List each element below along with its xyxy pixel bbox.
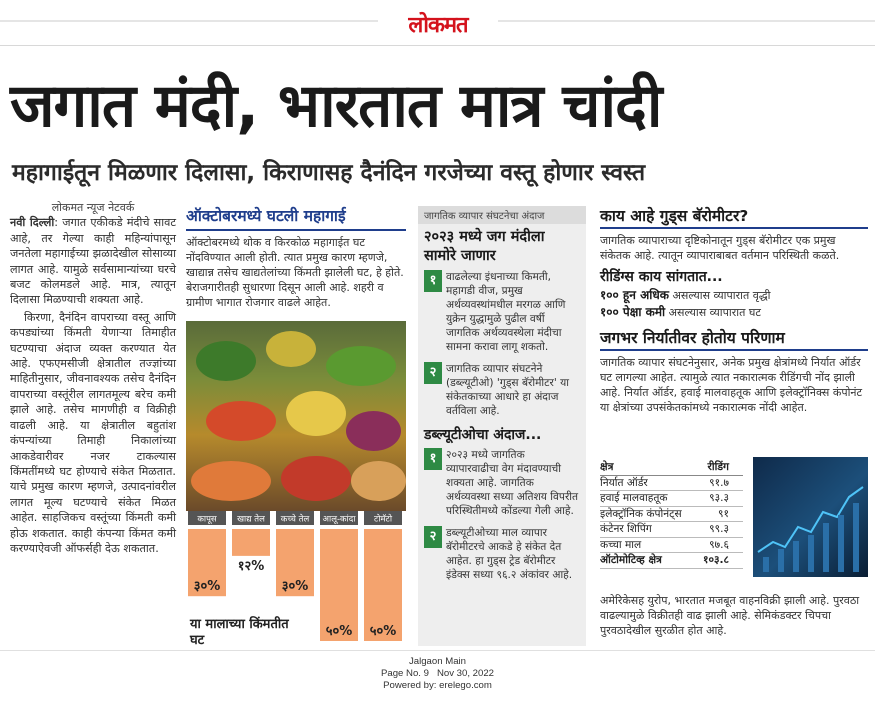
bar-value-label: ३०% — [193, 579, 221, 595]
numbered-point — [424, 526, 580, 582]
numbered-point — [424, 362, 580, 418]
table-cell: ९९.३ — [709, 523, 729, 535]
dateline: नवी दिल्ली — [10, 216, 55, 230]
table-cell: ऑटोमोटिव्ह क्षेत्र — [600, 554, 662, 566]
section-text: ऑक्टोबरमध्ये थोक व किरकोळ महागाईत घट नोंदविण्यात आली होती. त्यात प्रमुख कारण म्हणजे, खाद्यान्न तसेच खाद्यतेलांच्या किंमती झालेली घट, हे होते. बेराजगारीतही सुधारणा दिसून आली आहे. शहरी व ग्रामीण भागात रोजगार वाढले आहेत. — [186, 236, 404, 309]
newspaper-logo[interactable]: लोकमत — [378, 9, 498, 37]
reading-item — [600, 304, 868, 321]
bar-category-label: खाद्य तेल — [237, 514, 265, 525]
table-cell: इलेक्ट्रॉनिक कंपोनंट्स — [600, 507, 682, 520]
byline: लोकमत न्यूज नेटवर्क — [51, 201, 135, 214]
bar-value-label: ५०% — [325, 624, 353, 639]
sector-readings-table — [600, 460, 743, 569]
section-footnote: अमेरिकेसह युरोप, भारतात मजबूत वाहनविक्री झाली आहे. पुरवठा वाढल्यामुळे विक्रीतही वाढ झाली आहे. सेमिकंडक्टर चिपचा पुरवठादेखील सुरळीत होत आहे. — [600, 594, 860, 637]
point-number: २ — [424, 362, 442, 384]
table-cell: ९३.३ — [709, 492, 729, 504]
section-heading-2: जगभर निर्यातीवर होतोय परिणाम — [600, 327, 868, 351]
numbered-point — [424, 270, 580, 354]
bar-category-label: आलू-कांदा — [322, 514, 356, 525]
readings-heading: रीडिंग्स काय सांगतात... — [600, 269, 723, 285]
edition-name: Jalgaon Main — [408, 656, 467, 667]
bar-category-label: टोमॅटो — [373, 514, 393, 525]
point-text: डब्ल्यूटीओच्या माल व्यापार बॅरोमीटरचे आकडे हे संकेत देत आहेत. हा गुड्स ट्रेड बॅरोमीटर इंडेक्स सध्या ९६.२ अंकांवर आहे. — [446, 527, 573, 581]
point-number: १ — [424, 270, 442, 292]
chart-caption: या मालाच्या किंमतीत घट — [190, 617, 289, 648]
table-cell: कच्चा माल — [600, 538, 642, 551]
section-heading: ऑक्टोबरमध्ये घटली महागाई — [186, 205, 406, 231]
table-row — [600, 538, 743, 554]
page-footer — [0, 650, 875, 704]
point-number: १ — [424, 448, 442, 470]
table-row — [600, 507, 743, 523]
table-cell: १०३.८ — [702, 554, 729, 566]
box-label: जागतिक व्यापार संघटनेचा अंदाज — [418, 206, 586, 224]
vegetable-market-photo — [186, 321, 406, 511]
article-paragraph — [10, 215, 176, 307]
table-cell: ९७.६ — [709, 538, 729, 551]
table-header: रीडिंग — [707, 461, 729, 473]
table-cell: ९१ — [717, 507, 729, 520]
page-info: Page No. 9 Nov 30, 2022 — [380, 668, 495, 679]
box-heading: २०२३ मध्ये जग मंदीला सामोरे जाणार — [424, 229, 545, 264]
price-drop-chart — [186, 509, 406, 649]
headline: जगात मंदी, भारतात मात्र चांदी — [10, 71, 662, 141]
stock-chart-image — [753, 457, 868, 577]
article-paragraph: किरणा, दैनंदिन वापराच्या वस्तू आणि कपड्यांच्या किंमती येणाऱ्या तिमाहीत घटण्याचा अंदाज व्यक्त करण्यात येत आहे. एफएमसीजी क्षेत्रातील तज्ज्ञांच्या माहितीनुसार, जीवनावश्यक तसेच दैनंदिन वापराच्या वस्तूंरील लागतमूल्य बरेच कमी झाले आहे. तसेच मागणीही व विक्रीही वाढली आहे. या क्षेत्रातील बहुतांश कंपन्यांच्या तिमाही निकालांच्या आकडेवारीवर नजर टाकल्यास किंमतींमध्ये घट होण्याचे संकेत मिळतात. याचे प्रमुख कारण म्हणजे, उत्पादनांवरील लागत मूल्य घटण्याचे संकेत मिळत आहेत. साहजिकच वस्तूंच्या किंमती कमी होऊ शकतात. काही कंपन्या किंमत कमी करण्याऐवजी ऑफर्सही देऊ शकतात. — [10, 310, 176, 555]
table-row — [600, 553, 743, 569]
table-cell: हवाई मालवाहतूक — [600, 492, 668, 504]
box-subheading: डब्ल्यूटीओचा अंदाज... — [424, 427, 542, 443]
powered-by-link[interactable]: Powered by: erelego.com — [383, 680, 492, 691]
article-paragraph-text: : जगात एकीकडे मंदीचे सावट आहे, तर गेल्या काही महिन्यांपासून जनतेला महागाईच्या झळादेखील सोसाव्या लागत आहे. यामुळे सर्वसामान्यांच्या घरचे बजट कोलमडले आहे. मात्र, त्यातून दिलासा मिळण्याची शक्यता आहे. — [10, 216, 177, 307]
table-cell: कंटेनर शिपिंग — [600, 523, 652, 535]
masthead — [0, 0, 875, 46]
table-row — [600, 476, 743, 492]
bar-category-label: कापूस — [197, 514, 217, 525]
table-row — [600, 522, 743, 538]
section-text-2: जागतिक व्यापार संघटनेनुसार, अनेक प्रमुख क्षेत्रांमध्ये निर्यात ऑर्डर घट लागल्या आहेत. त्यामुळे त्यात नकारात्मक रीडिंगची नोंद झाली आहे. निर्यात ऑर्डर, हवाई मालवाहतूक आणि इलेक्ट्रॉनिक्स कंपोनंट या क्षेत्रांच्या उपसंकेतकांमध्ये नकारात्मक नोंदी आहेत. — [600, 356, 863, 414]
bar-value-label: ३०% — [281, 579, 309, 595]
reading-item — [600, 287, 868, 304]
inflation-section — [186, 205, 406, 650]
bar-category-label: कच्चे तेल — [280, 514, 310, 525]
section-heading: काय आहे गुड्स बॅरोमीटर? — [600, 205, 868, 229]
table-cell: ९१.७ — [709, 476, 729, 489]
table-cell: निर्यात ऑर्डर — [600, 476, 648, 489]
point-text: वाढलेल्या इंधनाच्या किमती, महागडी वीज, प्रमुख अर्थव्यवस्थांमधील मरगळ आणि युक्रेन युद्धामुळे पुढील वर्षी जागतिक अर्थव्यवस्थेला मंदीचा सामना करावा लागू शकतो. — [446, 271, 566, 353]
point-number: २ — [424, 526, 442, 548]
price-drop-bar — [232, 529, 270, 556]
subheadline: महागाईतून मिळणार दिलासा, किराणासह दैनंदिन गरजेच्या वस्तू होणार स्वस्त — [12, 160, 646, 186]
table-header: क्षेत्र — [600, 461, 614, 473]
reading-threshold: १०० पेक्षा कमी — [600, 305, 666, 319]
table-header-row — [600, 460, 743, 476]
section-text: जागतिक व्यापाराच्या दृष्टिकोनातून गुड्स बॅरोमीटर एक प्रमुख संकेतक आहे. त्यातून व्यापाराबाबत वर्तमान परिस्थिती कळते. — [600, 234, 840, 262]
wto-forecast-box — [418, 206, 586, 646]
bar-value-label: १२% — [237, 558, 265, 574]
numbered-point — [424, 448, 580, 518]
point-text: जागतिक व्यापार संघटनेने (डब्ल्यूटीओ) 'गुड्स बॅरोमीटर' या संकेतकाच्या आधारे हा अंदाज वर्तविला आहे. — [446, 363, 569, 417]
goods-barometer-section — [600, 205, 868, 648]
reading-meaning: असल्यास व्यापारात घट — [668, 306, 761, 319]
bar-value-label: ५०% — [369, 624, 397, 639]
left-article-column — [10, 200, 176, 648]
reading-threshold: १०० हून अधिक — [600, 288, 669, 302]
trend-graphic-icon — [753, 457, 868, 577]
table-row — [600, 491, 743, 507]
point-text: २०२३ मध्ये जागतिक व्यापारवाढीचा वेग मंदावण्याची शक्यता आहे. जागतिक अर्थव्यवस्था सध्या अतिशय विपरीत परिस्थितीमध्ये कोंडल्या गेली आहे. — [446, 449, 579, 517]
reading-meaning: असल्यास व्यापारात वृद्धी — [672, 289, 771, 302]
